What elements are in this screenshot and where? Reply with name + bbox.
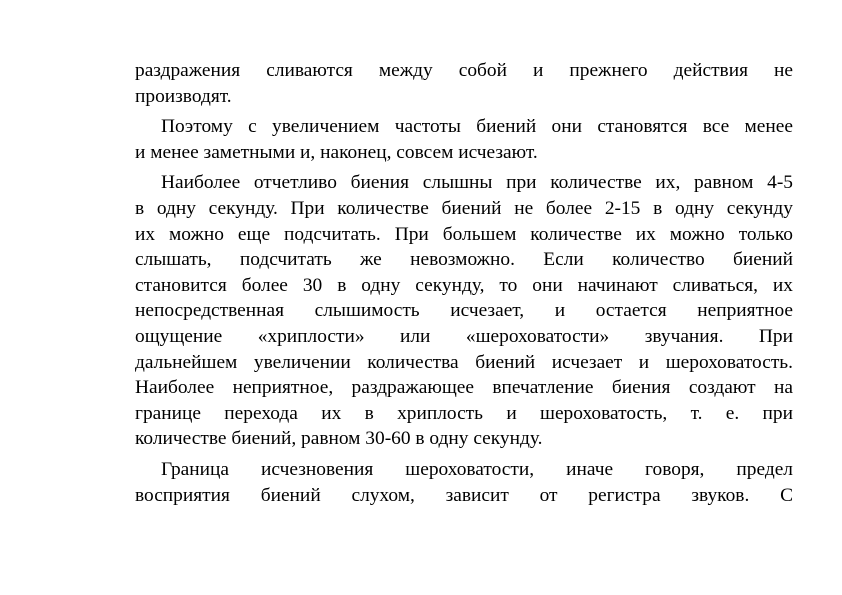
paragraph-4 — [135, 457, 793, 508]
text-line: раздражения сливаются между собой и прежнего действия не — [135, 60, 793, 81]
text-line: Наиболее отчетливо биения слышны при количестве их, равном 4-5 — [161, 172, 793, 194]
text-line: Граница исчезновения шероховатости, иначе говоря, предел — [161, 458, 793, 480]
text-line: ощущение «хриплости» или «шероховатости» звучания. При — [135, 325, 793, 347]
paragraph-2 — [135, 114, 793, 165]
paragraph-3 — [135, 170, 793, 452]
paragraph-1 — [135, 58, 793, 109]
text-line: их можно еще подсчитать. При большем количестве их можно только — [135, 223, 793, 245]
text-line: Наиболее неприятное, раздражающее впечатление биения создают на — [135, 377, 793, 399]
text-line: восприятия биений слухом, зависит от регистра звуков. С — [135, 484, 793, 506]
text-line: дальнейшем увеличении количества биений исчезает и шероховатость. — [135, 351, 793, 373]
text-line: слышать, подсчитать же невозможно. Если количество биений — [135, 249, 793, 271]
text-line: в одну секунду. При количестве биений не более 2-15 в одну секунду — [135, 197, 793, 219]
text-line: производят. — [135, 85, 232, 107]
text-line: и менее заметными и, наконец, совсем исчезают. — [135, 141, 538, 163]
text-line: становится более 30 в одну секунду, то они начинают сливаться, их — [135, 274, 793, 296]
document-body — [135, 58, 793, 508]
text-line: Поэтому с увеличением частоты биений они становятся все менее — [161, 116, 793, 138]
text-line: непосредственная слышимость исчезает, и остается неприятное — [135, 300, 793, 322]
text-line: границе перехода их в хриплость и шероховатость, т. е. при — [135, 402, 793, 424]
text-line: количестве биений, равном 30-60 в одну секунду. — [135, 428, 543, 450]
